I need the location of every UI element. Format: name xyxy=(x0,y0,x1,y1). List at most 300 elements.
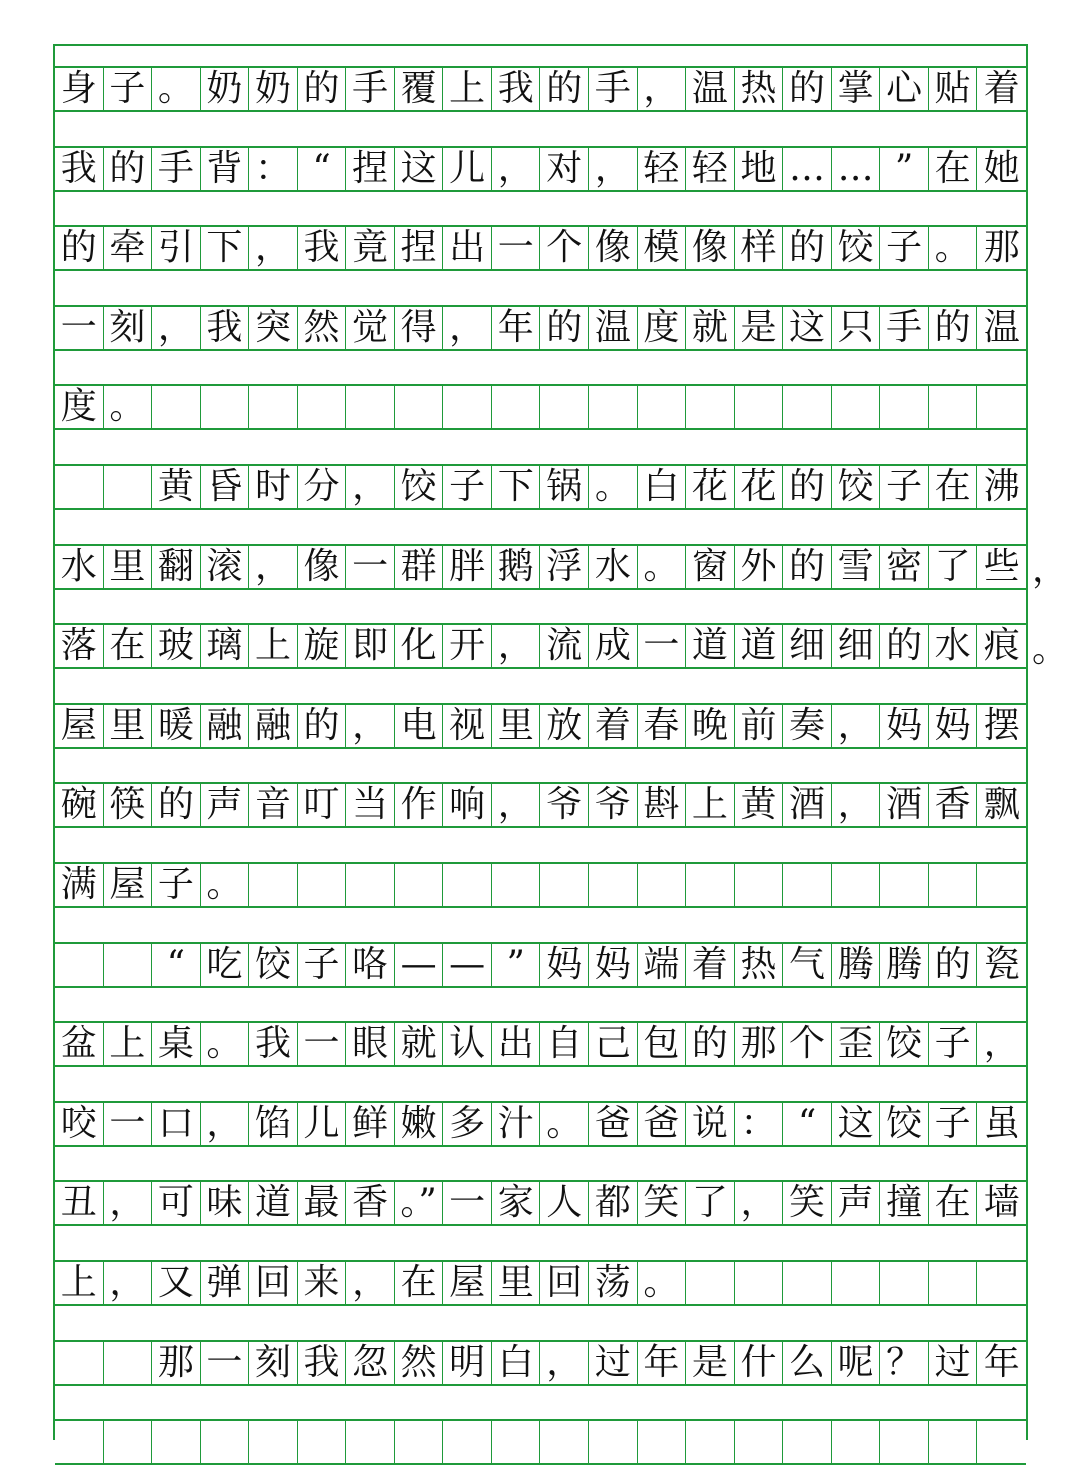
grid-cell: 饺 xyxy=(249,944,298,986)
grid-cell xyxy=(686,1262,735,1304)
grid-cell: … xyxy=(783,148,832,190)
grid-cell: 引 xyxy=(152,227,201,269)
grid-cell: 在 xyxy=(929,466,978,508)
grid-cell: 虽 xyxy=(983,1102,1020,1144)
grid-cell: 锅 xyxy=(541,466,590,508)
grid-cell: 群 xyxy=(395,546,444,588)
grid-cell: 捏 xyxy=(395,227,444,269)
grid-cell xyxy=(541,864,590,906)
grid-cell: 时 xyxy=(249,466,298,508)
grid-cell xyxy=(395,864,444,906)
grid-cell: 饺 xyxy=(832,227,881,269)
grid-cell: 水 xyxy=(589,546,638,588)
grid-cell: 忽 xyxy=(346,1342,395,1384)
grid-cell: 又 xyxy=(152,1262,201,1304)
grid-cell: 饺 xyxy=(880,1103,929,1145)
grid-cell: 细 xyxy=(783,625,832,667)
grid-cell: 白 xyxy=(492,1342,541,1384)
grid-cell: 盆 xyxy=(55,1023,104,1065)
grid-cell: 璃 xyxy=(201,625,250,667)
grid-cell xyxy=(880,1421,929,1463)
grid-cell: 满 xyxy=(55,864,104,906)
grid-cell xyxy=(104,466,153,508)
grid-cell xyxy=(55,466,104,508)
grid-row xyxy=(55,1260,1026,1306)
grid-cell xyxy=(201,1421,250,1463)
grid-cell: 胖 xyxy=(443,546,492,588)
grid-cell: 吃 xyxy=(201,944,250,986)
grid-cell: 爸 xyxy=(589,1103,638,1145)
grid-cell: 。 xyxy=(152,68,201,110)
grid-cell xyxy=(298,864,347,906)
grid-cell: 子 xyxy=(298,944,347,986)
grid-cell xyxy=(638,386,687,428)
grid-cell: 。 xyxy=(201,1023,250,1065)
grid-cell: 墙 xyxy=(983,1182,1020,1224)
grid-cell xyxy=(977,1262,1026,1304)
grid-cell: 上 xyxy=(443,68,492,110)
grid-cell xyxy=(589,864,638,906)
grid-cell: 的 xyxy=(55,227,104,269)
grid-cell xyxy=(395,386,444,428)
grid-cell: 些 xyxy=(983,545,1020,587)
grid-cell: 弹 xyxy=(201,1262,250,1304)
grid-cell: 滚 xyxy=(201,546,250,588)
grid-cell xyxy=(443,1421,492,1463)
grid-cell: 的 xyxy=(783,546,832,588)
grid-cell: “ xyxy=(298,148,347,190)
grid-cell xyxy=(735,864,784,906)
grid-cell: 我 xyxy=(492,68,541,110)
grid-cell: 下 xyxy=(201,227,250,269)
grid-cell: “ xyxy=(152,944,201,986)
grid-cell: 口 xyxy=(152,1103,201,1145)
grid-cell xyxy=(346,386,395,428)
grid-cell xyxy=(395,1421,444,1463)
grid-cell: 了 xyxy=(929,546,978,588)
grid-row xyxy=(55,1419,1026,1465)
grid-cell: 笑 xyxy=(638,1182,687,1224)
grid-cell: 浮 xyxy=(541,546,590,588)
grid-cell: 子 xyxy=(152,864,201,906)
grid-cell: 了 xyxy=(686,1182,735,1224)
grid-cell: 度 xyxy=(55,386,104,428)
grid-cell: 筷 xyxy=(104,784,153,826)
grid-cell: 只 xyxy=(832,307,881,349)
grid-cell: 子 xyxy=(880,466,929,508)
grid-cell: ， xyxy=(735,1182,784,1224)
grid-cell: 着 xyxy=(589,705,638,747)
grid-cell: 样 xyxy=(735,227,784,269)
grid-cell: 声 xyxy=(201,784,250,826)
grid-cell: 温 xyxy=(983,306,1020,348)
grid-cell: 作 xyxy=(395,784,444,826)
grid-cell: 子 xyxy=(104,68,153,110)
grid-cell: 爷 xyxy=(589,784,638,826)
grid-cell: 么 xyxy=(783,1342,832,1384)
grid-cell xyxy=(929,1262,978,1304)
grid-cell: 水 xyxy=(55,546,104,588)
grid-cell: ， xyxy=(104,1262,153,1304)
grid-cell: 儿 xyxy=(443,148,492,190)
grid-cell: 像 xyxy=(298,546,347,588)
grid-cell: 我 xyxy=(298,227,347,269)
grid-cell: 饺 xyxy=(880,1023,929,1065)
grid-cell: 在 xyxy=(929,148,978,190)
grid-cell: ， xyxy=(832,784,881,826)
grid-cell: 的 xyxy=(929,944,978,986)
grid-cell xyxy=(346,864,395,906)
grid-cell xyxy=(104,1342,153,1384)
grid-cell: 汁 xyxy=(492,1103,541,1145)
grid-cell: ： xyxy=(735,1103,784,1145)
grid-cell xyxy=(589,386,638,428)
grid-cell: 着 xyxy=(983,68,1020,109)
grid-cell: 道 xyxy=(249,1182,298,1224)
grid-row xyxy=(55,942,1026,988)
grid-cell: 那 xyxy=(735,1023,784,1065)
grid-cell: 捏 xyxy=(346,148,395,190)
grid-cell: 饺 xyxy=(832,466,881,508)
grid-cell: 鲜 xyxy=(346,1103,395,1145)
grid-cell: 觉 xyxy=(346,307,395,349)
grid-cell: 里 xyxy=(104,705,153,747)
grid-cell: 在 xyxy=(104,625,153,667)
grid-cell: ， xyxy=(492,625,541,667)
grid-cell: 音 xyxy=(249,784,298,826)
grid-cell: 最 xyxy=(298,1182,347,1224)
grid-cell: 的 xyxy=(783,227,832,269)
grid-cell xyxy=(880,864,929,906)
grid-cell xyxy=(249,386,298,428)
grid-cell: 掌 xyxy=(832,68,881,110)
grid-cell: 回 xyxy=(249,1262,298,1304)
grid-cell: 。 xyxy=(541,1103,590,1145)
grid-cell xyxy=(977,864,1026,906)
grid-cell: 一 xyxy=(201,1342,250,1384)
grid-row xyxy=(55,782,1026,828)
grid-cell: 气 xyxy=(783,944,832,986)
grid-cell xyxy=(977,1421,1026,1463)
grid-cell: 窗 xyxy=(686,546,735,588)
grid-cell xyxy=(929,386,978,428)
grid-cell: 心 xyxy=(880,68,929,110)
grid-cell: ， xyxy=(492,784,541,826)
grid-cell: 我 xyxy=(298,1342,347,1384)
grid-cell: 得 xyxy=(395,307,444,349)
grid-cell: 上 xyxy=(249,625,298,667)
grid-cell: 什 xyxy=(735,1342,784,1384)
grid-row xyxy=(55,225,1026,271)
grid-cell: 奏 xyxy=(783,705,832,747)
grid-cell: 认 xyxy=(443,1023,492,1065)
grid-cell: 当 xyxy=(346,784,395,826)
grid-cell: 度 xyxy=(638,307,687,349)
grid-cell: 旋 xyxy=(298,625,347,667)
grid-cell xyxy=(589,1421,638,1463)
grid-cell: 对 xyxy=(541,148,590,190)
grid-cell: 手 xyxy=(589,68,638,110)
grid-cell: 声 xyxy=(832,1182,881,1224)
grid-cell xyxy=(783,864,832,906)
grid-cell: 一 xyxy=(346,546,395,588)
grid-cell: 昏 xyxy=(201,466,250,508)
grid-cell: ， xyxy=(638,68,687,110)
grid-row xyxy=(55,1180,1026,1226)
grid-row xyxy=(55,464,1026,510)
margin-punctuation: ， xyxy=(1031,549,1068,591)
grid-row xyxy=(55,1021,1026,1067)
grid-cell xyxy=(104,944,153,986)
grid-cell: 花 xyxy=(735,466,784,508)
grid-cell: “ xyxy=(783,1103,832,1145)
grid-cell: 一 xyxy=(443,1182,492,1224)
grid-cell: 子 xyxy=(880,227,929,269)
grid-cell: 就 xyxy=(686,307,735,349)
grid-cell: 奶 xyxy=(249,68,298,110)
grid-cell: 过 xyxy=(589,1342,638,1384)
grid-cell: 一 xyxy=(104,1103,153,1145)
grid-cell: ， xyxy=(152,307,201,349)
grid-cell: 的 xyxy=(929,307,978,349)
grid-cell xyxy=(735,386,784,428)
grid-cell: 的 xyxy=(298,705,347,747)
grid-cell: ， xyxy=(104,1182,153,1224)
grid-cell: ， xyxy=(983,1023,1020,1065)
grid-cell xyxy=(638,864,687,906)
grid-cell: 丑 xyxy=(55,1182,104,1224)
grid-cell: 。 xyxy=(589,466,638,508)
grid-cell xyxy=(492,1421,541,1463)
grid-cell: 响 xyxy=(443,784,492,826)
grid-cell: ： xyxy=(249,148,298,190)
grid-cell: 水 xyxy=(929,625,978,667)
grid-cell: 地 xyxy=(735,148,784,190)
grid-cell: 都 xyxy=(589,1182,638,1224)
grid-cell: 歪 xyxy=(832,1023,881,1065)
grid-cell: 的 xyxy=(541,68,590,110)
grid-cell: 放 xyxy=(541,705,590,747)
grid-cell: 子 xyxy=(929,1103,978,1145)
grid-cell: ， xyxy=(589,148,638,190)
margin-punctuation: 。 xyxy=(1031,628,1068,670)
grid-cell: 爷 xyxy=(541,784,590,826)
grid-cell: 妈 xyxy=(880,705,929,747)
grid-cell: 年 xyxy=(492,307,541,349)
grid-cell: 人 xyxy=(541,1182,590,1224)
grid-cell xyxy=(735,1262,784,1304)
grid-cell xyxy=(929,1421,978,1463)
grid-cell: 奶 xyxy=(201,68,250,110)
grid-cell: 白 xyxy=(638,466,687,508)
grid-cell: 叮 xyxy=(298,784,347,826)
grid-cell: 眼 xyxy=(346,1023,395,1065)
grid-cell: 。 xyxy=(929,227,978,269)
grid-cell: 桌 xyxy=(152,1023,201,1065)
grid-cell xyxy=(152,386,201,428)
grid-cell: ” xyxy=(492,944,541,986)
grid-cell: 摆 xyxy=(983,704,1020,746)
grid-cell: ， xyxy=(201,1103,250,1145)
grid-cell: 飘 xyxy=(983,784,1020,826)
grid-cell: 呢 xyxy=(832,1342,881,1384)
grid-cell: 碗 xyxy=(55,784,104,826)
grid-cell xyxy=(783,1262,832,1304)
grid-cell: 过 xyxy=(929,1342,978,1384)
grid-cell xyxy=(249,864,298,906)
grid-cell: 我 xyxy=(201,307,250,349)
grid-cell: 春 xyxy=(638,705,687,747)
grid-cell: 模 xyxy=(638,227,687,269)
grid-cell: 前 xyxy=(735,705,784,747)
grid-cell: 手 xyxy=(880,307,929,349)
grid-cell: 香 xyxy=(346,1182,395,1224)
grid-cell: 屋 xyxy=(55,705,104,747)
grid-row xyxy=(55,544,1068,591)
grid-cell: 的 xyxy=(298,68,347,110)
grid-cell xyxy=(443,864,492,906)
grid-cell: 温 xyxy=(589,307,638,349)
grid-cell xyxy=(492,864,541,906)
grid-cell: 腾 xyxy=(880,944,929,986)
grid-cell xyxy=(686,1421,735,1463)
grid-cell: 流 xyxy=(541,625,590,667)
grid-cell: 这 xyxy=(783,307,832,349)
grid-cell xyxy=(880,386,929,428)
grid-cell: 端 xyxy=(638,944,687,986)
grid-cell: ” xyxy=(880,148,929,190)
grid-cell: 己 xyxy=(589,1023,638,1065)
grid-row xyxy=(55,66,1026,112)
grid-cell: 。” xyxy=(395,1182,444,1224)
grid-row xyxy=(55,1101,1026,1147)
grid-cell: 翻 xyxy=(152,546,201,588)
grid-cell: 温 xyxy=(686,68,735,110)
grid-cell: 嫩 xyxy=(395,1103,444,1145)
grid-row xyxy=(55,862,1026,908)
grid-cell: 一 xyxy=(638,625,687,667)
grid-cell xyxy=(298,1421,347,1463)
grid-cell xyxy=(638,1421,687,1463)
grid-cell: 手 xyxy=(346,68,395,110)
grid-cell: 成 xyxy=(589,625,638,667)
grid-cell xyxy=(104,1421,153,1463)
grid-cell: 味 xyxy=(201,1182,250,1224)
grid-cell xyxy=(492,386,541,428)
grid-cell xyxy=(346,1421,395,1463)
grid-cell xyxy=(152,1421,201,1463)
grid-cell: 。 xyxy=(104,386,153,428)
grid-cell: 斟 xyxy=(638,784,687,826)
grid-cell: … xyxy=(832,148,881,190)
grid-cell xyxy=(55,1342,104,1384)
grid-cell: 像 xyxy=(686,227,735,269)
grid-cell: 屋 xyxy=(104,864,153,906)
manuscript-grid-paper xyxy=(53,44,1068,1440)
grid-cell: 刻 xyxy=(249,1342,298,1384)
grid-cell: 子 xyxy=(929,1023,978,1065)
grid-cell xyxy=(686,386,735,428)
grid-cell: 覆 xyxy=(395,68,444,110)
grid-cell: 着 xyxy=(686,944,735,986)
grid-cell: 玻 xyxy=(152,625,201,667)
grid-cell: 自 xyxy=(541,1023,590,1065)
grid-cell: 那 xyxy=(983,227,1020,269)
grid-cell: 黄 xyxy=(735,784,784,826)
grid-cell: 然 xyxy=(298,307,347,349)
grid-cell: 融 xyxy=(201,705,250,747)
grid-cell: 沸 xyxy=(983,466,1020,507)
grid-cell: 鹅 xyxy=(492,546,541,588)
grid-cell: 一 xyxy=(55,307,104,349)
grid-cell xyxy=(55,1421,104,1463)
grid-cell: 手 xyxy=(152,148,201,190)
grid-cell: 下 xyxy=(492,466,541,508)
grid-cell: 个 xyxy=(783,1023,832,1065)
grid-cell xyxy=(443,386,492,428)
grid-cell: 。 xyxy=(201,864,250,906)
grid-cell: 家 xyxy=(492,1182,541,1224)
grid-cell: 里 xyxy=(492,705,541,747)
grid-cell xyxy=(735,1421,784,1463)
grid-cell: 笑 xyxy=(783,1182,832,1224)
grid-cell: 上 xyxy=(686,784,735,826)
grid-cell: — xyxy=(443,944,492,986)
grid-cell: 道 xyxy=(686,625,735,667)
grid-cell: 我 xyxy=(55,148,104,190)
grid-cell xyxy=(832,1262,881,1304)
grid-cell xyxy=(249,1421,298,1463)
grid-cell: 的 xyxy=(541,307,590,349)
grid-cell: 晚 xyxy=(686,705,735,747)
grid-cell: 年 xyxy=(638,1342,687,1384)
grid-cell: ， xyxy=(346,1262,395,1304)
grid-cell: 热 xyxy=(735,944,784,986)
grid-cell: 化 xyxy=(395,625,444,667)
grid-row xyxy=(55,623,1068,670)
grid-cell: 电 xyxy=(395,705,444,747)
grid-cell: 咯 xyxy=(346,944,395,986)
grid-cell: ， xyxy=(346,705,395,747)
grid-cell: ， xyxy=(492,148,541,190)
grid-cell: 明 xyxy=(443,1342,492,1384)
grid-cell xyxy=(541,1421,590,1463)
grid-cell: 黄 xyxy=(152,466,201,508)
grid-cell: 出 xyxy=(443,227,492,269)
grid-cell: 一 xyxy=(492,227,541,269)
grid-cell: 个 xyxy=(541,227,590,269)
grid-cell: 说 xyxy=(686,1103,735,1145)
grid-cell: 是 xyxy=(735,307,784,349)
grid-cell: 。 xyxy=(638,546,687,588)
grid-cell: 这 xyxy=(832,1103,881,1145)
grid-cell: 上 xyxy=(55,1262,104,1304)
grid-cell: 道 xyxy=(735,625,784,667)
grid-cell: 牵 xyxy=(104,227,153,269)
grid-cell: 在 xyxy=(395,1262,444,1304)
grid-cell: 荡 xyxy=(589,1262,638,1304)
grid-cell: 然 xyxy=(395,1342,444,1384)
grid-cell: 刻 xyxy=(104,307,153,349)
grid-cell: 她 xyxy=(983,147,1020,189)
grid-cell xyxy=(783,1421,832,1463)
grid-row xyxy=(55,703,1026,749)
grid-cell: 这 xyxy=(395,148,444,190)
grid-cell: 轻 xyxy=(686,148,735,190)
grid-cell: 瓷 xyxy=(983,943,1020,985)
grid-cell xyxy=(832,1421,881,1463)
grid-cell: 落 xyxy=(55,625,104,667)
